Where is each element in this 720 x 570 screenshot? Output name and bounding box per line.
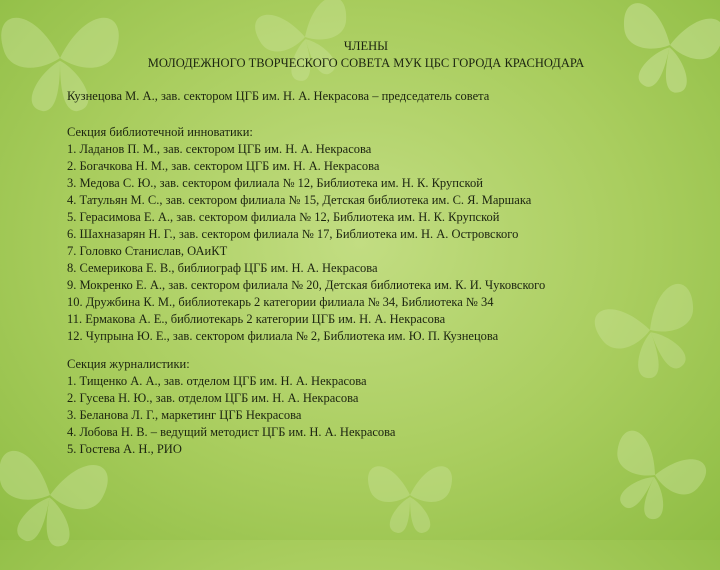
list-item: 1. Тищенко А. А., зав. отделом ЦГБ им. Н. А. Некрасова [67,374,367,388]
title-line-2: МОЛОДЕЖНОГО ТВОРЧЕСКОГО СОВЕТА МУК ЦБС ГОРОДА КРАСНОДАРА [147,56,585,70]
list-item: 8. Семерикова Е. В., библиограф ЦГБ им. Н. А. Некрасова [67,261,378,275]
list-item: 5. Герасимова Е. А., зав. сектором филиала № 12, Библиотека им. Н. К. Крупской [67,210,500,224]
list-item: 6. Шахназарян Н. Г., зав. сектором филиала № 17, Библиотека им. Н. А. Островского [67,227,519,241]
section-heading: Секция журналистики: [67,357,190,371]
list-item: 7. Головко Станислав, ОАиКТ [67,244,228,258]
list-item: 1. Ладанов П. М., зав. сектором ЦГБ им. Н. А. Некрасова [67,142,372,156]
section-library-innovation [67,124,545,345]
list-item: 11. Ермакова А. Е., библиотекарь 2 категории ЦГБ им. Н. А. Некрасова [67,312,446,326]
list-item: 2. Богачкова Н. М., зав. сектором ЦГБ им. Н. А. Некрасова [67,159,380,173]
list-item: 4. Лобова Н. В. – ведущий методист ЦГБ им. Н. А. Некрасова [67,425,396,439]
list-item: 3. Беланова Л. Г., маркетинг ЦГБ Некрасова [67,408,302,422]
list-item: 10. Дружбина К. М., библиотекарь 2 категории филиала № 34, Библиотека № 34 [67,295,494,309]
list-item: 4. Татульян М. С., зав. сектором филиала № 15, Детская библиотека им. С. Я. Маршака [67,193,532,207]
council-chair: Кузнецова М. А., зав. сектором ЦГБ им. Н. А. Некрасова – председатель совета [67,89,490,103]
section-heading: Секция библиотечной инноватики: [67,125,253,139]
title-line-1: ЧЛЕНЫ [343,39,389,53]
list-item: 9. Мокренко Е. А., зав. сектором филиала № 20, Детская библиотека им. К. И. Чуковского [67,278,546,292]
section-journalism [67,356,395,458]
list-item: 5. Гостева А. Н., РИО [67,442,182,456]
list-item: 3. Медова С. Ю., зав. сектором филиала № 12, Библиотека им. Н. К. Крупской [67,176,483,190]
list-item: 2. Гусева Н. Ю., зав. отделом ЦГБ им. Н. А. Некрасова [67,391,359,405]
list-item: 12. Чупрына Ю. Е., зав. сектором филиала № 2, Библиотека им. Ю. П. Кузнецова [67,329,499,343]
